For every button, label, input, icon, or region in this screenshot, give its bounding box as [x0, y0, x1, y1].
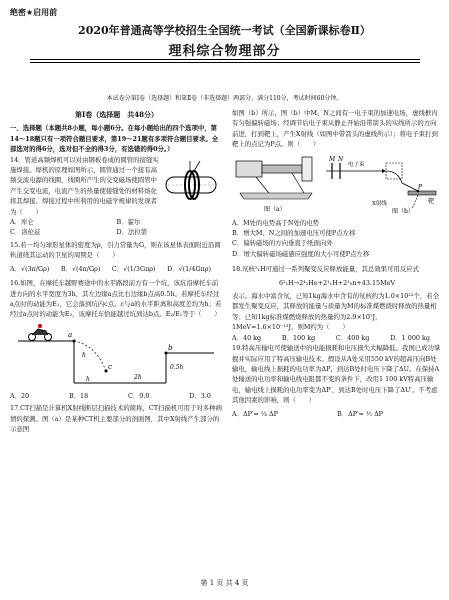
- q19-options: [232, 409, 442, 419]
- q17-option-d[interactable]: D．增大偏转磁场磁感应强度的大小可使P点左移: [232, 249, 370, 258]
- label-h1: h: [82, 351, 86, 359]
- right-column: [232, 108, 442, 419]
- label-b: b: [168, 343, 173, 352]
- q14-pipe-coil-figure: [160, 155, 220, 215]
- q15-option-c[interactable]: C．√(1/3Gπρ): [111, 264, 156, 273]
- fig-b-label: 图（b）: [392, 207, 414, 215]
- motorcycle-icon: [29, 324, 52, 341]
- q18-options: [232, 333, 442, 343]
- q14-options: [10, 217, 223, 238]
- q16-options: [10, 391, 223, 401]
- q18-text-b: 表示。海水中富含氘，已知1kg海水中含有的氘核约为1.0×10²²个，若全都发生聚变反应，其释放的能量与质量为M的标准煤燃烧时释放的热量相等；已知1kg标准煤燃烧释放的热量约为2.9×10⁷J，1MeV=1.6×10⁻¹³J，则M约为（ ）: [232, 292, 439, 332]
- q14-option-d[interactable]: D．法拉第: [116, 228, 148, 237]
- secret-label: 绝密★启用前: [10, 8, 58, 17]
- label-target: 靶: [428, 197, 435, 205]
- instructions: 一、选择题（本题共8小题，每小题6分。在每小题给出的四个选项中，第14～18题只有一项符合题目要求，第19～21题有多项符合题目要求。全部选对的得6分，选对但不全的得3分，有选错的得0分。）: [10, 124, 219, 154]
- q18-formula: 6²₁H→2⁴₂He+2¹₁H+2¹₀n+43.15MeV: [278, 278, 396, 287]
- label-h3: 0.5h: [170, 363, 184, 371]
- point-a: [73, 339, 76, 342]
- question-15: [10, 240, 223, 274]
- label-P: P: [418, 183, 423, 191]
- q16-option-d[interactable]: D．3.0: [189, 391, 211, 400]
- question-18: [232, 264, 442, 343]
- page-footer: 第 1 页 共 4 页: [200, 579, 249, 587]
- q18-option-b[interactable]: B．100 kg: [281, 333, 316, 342]
- q15-option-a[interactable]: A．√(3π/Gρ): [10, 264, 50, 273]
- q17-option-a[interactable]: A．M处的电势高于N处的电势: [232, 218, 320, 227]
- q15-option-b[interactable]: B．√(4π/Gρ): [60, 264, 101, 273]
- q14-option-c[interactable]: C．洛伦兹: [10, 228, 41, 237]
- q18-option-d[interactable]: D．1 000 kg: [390, 333, 430, 342]
- exam-intro: 本试卷分第Ⅰ卷（选择题）和第Ⅱ卷（非选择题）两部分，满分110分，考试时间60分钟。: [106, 95, 343, 102]
- q14-text: 14．管道高频焊机可以对由钢板卷成的圆管的接缝实施焊接。焊机的原理如图所示，圆管通过一个接有高频交流电源的线圈，线圈所产生的交变磁场使圆管中产生交变电流，电流产生的热量使接缝处的材料熔化将其焊接。焊接过程中所利用的电磁学规律的发现者为（ ）: [10, 155, 159, 216]
- q18-option-c[interactable]: C．400 kg: [335, 333, 370, 342]
- title-rule-thin: [30, 62, 420, 63]
- label-h2: h: [86, 375, 90, 383]
- q19-option-b[interactable]: B．ΔP′= ½ ΔP: [337, 409, 383, 418]
- question-19: [232, 343, 442, 419]
- q17-text: 17.CT扫描是计算机X射线断层扫描技术的简称，CT扫描机可用于对多种病情的探测。图（a）是某种CT机主要部分的剖面图，其中X射线产生部分的示意图: [10, 404, 222, 433]
- q19-text: 19.特高压输电可使输送中的电能损耗和电压损失大幅降低。我国已成功掌握并实际应用了特高压输电技术。假设从A处采用550 kV的超高压向B处输电，输电线上损耗的电功率为ΔP，到达B处时电压下降了ΔU。在保持A处输送的电功率和输电线电阻都不变的条件下，改用1 100 kV特高压输电，输电线上损耗的电功率变为ΔP′，到达B处时电压下降了ΔU′。不考虑其他因素的影响，则（ ）: [232, 344, 441, 405]
- q17-option-c[interactable]: C．偏转磁场的方向垂直于纸面向外: [232, 239, 333, 248]
- exam-title: 2020年普通高等学校招生全国统一考试（全国新课标卷Ⅱ）: [78, 24, 371, 37]
- label-N: N: [338, 155, 344, 163]
- q16-pit-figure: [16, 323, 216, 391]
- label-a: a: [68, 330, 73, 339]
- q16-text: 16.如图，在摩托车越野赛途中的水平路段前方有一个坑，该坑沿摩托车前进方向的水平宽度为3h，其左边缘a点比右边缘b点高0.5h。若摩托车经过a点时的动能为E₁，它会落到坑内c点。c与a的水平距离和高度差均为h；若经过a点时的动能为E₂，该摩托车恰能越过坑到达b点。E₂/E₁等于（ ）: [10, 279, 222, 319]
- q16-option-c[interactable]: C．9.0: [128, 391, 150, 400]
- label-c: c: [108, 362, 112, 371]
- q14-option-a[interactable]: A．库仑: [10, 218, 34, 227]
- q14-option-b[interactable]: B．霍尔: [116, 218, 141, 227]
- label-M: M: [329, 155, 336, 163]
- fig-a-label: 图（a）: [264, 205, 286, 213]
- section-title: 第Ⅰ卷（选择题 共48分）: [74, 110, 158, 119]
- q15-option-d[interactable]: D．√(1/4Gπρ): [167, 264, 211, 273]
- label-xray: X射线: [372, 200, 387, 207]
- q16-option-b[interactable]: B．18: [68, 391, 89, 400]
- label-w: 2h: [134, 373, 142, 381]
- title-rule: [30, 59, 420, 60]
- left-column: [10, 108, 223, 434]
- question-14: [10, 155, 223, 238]
- q17-ct-figure: [232, 153, 442, 215]
- question-16: [10, 278, 223, 401]
- q15-options: [10, 264, 223, 274]
- q16-option-a[interactable]: A．20: [10, 391, 30, 400]
- q17-option-b[interactable]: B．增大M、N之间的加速电压可使P点左移: [232, 229, 356, 238]
- q15-text: 15.若一均匀球形星体的密度为ρ，引力常量为G，则在该星体表面附近沿圆轨道绕其运动的卫星的周期是（ ）: [10, 240, 221, 260]
- q18-option-a[interactable]: A．40 kg: [232, 333, 262, 342]
- q18-text: 18.氘核²₁H可通过一系列聚变反应释放能量，其总效果可用反应式: [232, 265, 420, 274]
- subject-title: 理科综合物理部分: [168, 44, 281, 59]
- label-beam: 电子束: [348, 161, 365, 168]
- q19-option-a[interactable]: A．ΔP′= ¼ ΔP: [232, 409, 278, 418]
- q17-options: [232, 218, 442, 260]
- q17-text-continued: 如图（b）所示，图（b）中M、N之间有一电子束的加速电场，虚线框内有匀强偏转磁场；经调节后电子束从静止开始沿带箭头的实线所示的方向前进，打到靶上，产生X射线（如图中带箭头的虚线所示）；将电子束打到靶上的点记为P点。则（ ）: [232, 109, 438, 149]
